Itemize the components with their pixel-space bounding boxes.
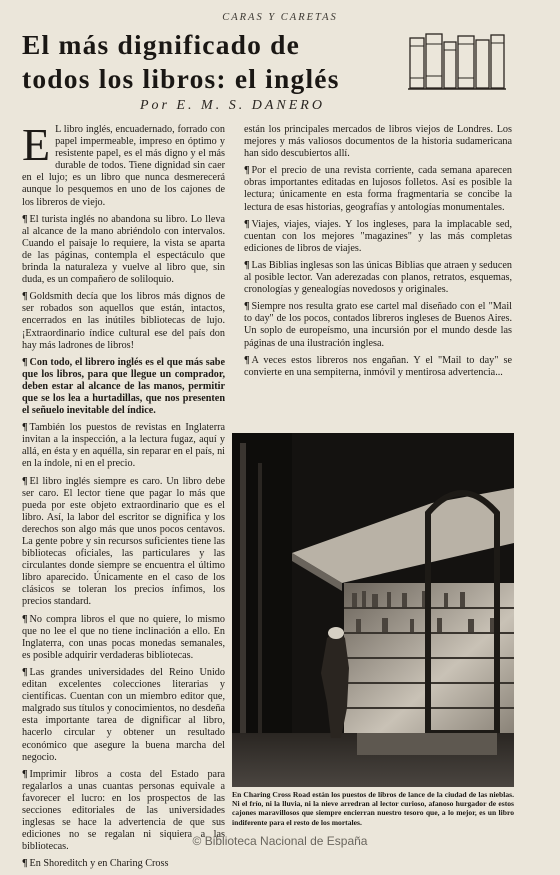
- pilcrow-icon: ¶: [244, 259, 250, 271]
- pilcrow-icon: ¶: [22, 475, 28, 487]
- pilcrow-icon: ¶: [244, 354, 250, 366]
- pilcrow-icon: ¶: [22, 858, 28, 870]
- paragraph: E L libro inglés, encuadernado, forrado con papel impermeable, impreso en óptimo y resistente papel, es el más digno y el más durable de todos. Tiene dignidad sin caer en el lujo; es un libro que nunca desmerecerá aunque lo pesquemos en uno de los cajones de los libreros de viejo.: [22, 119, 225, 208]
- pilcrow-icon: ¶: [22, 768, 28, 780]
- article-title: [22, 28, 407, 96]
- paragraph: ¶ Con todo, el librero inglés es el que más sabe que los libros, para que llegue un comprador, deben estar al alcance de las manos, permitir que se los lea a hurtadillas, que nos presenten el señuelo inevitable del índice.: [22, 356, 225, 417]
- pilcrow-icon: ¶: [22, 356, 28, 368]
- books-illustration: [408, 32, 506, 90]
- paragraph: ¶ A veces estos libreros nos engañan. Y el "Mail to day" se convierte en una sempiterna, inmóvil y mentirosa advertencia...: [244, 354, 512, 378]
- paragraph: ¶ Las Biblias inglesas son las únicas Biblias que atraen y seducen al posible lector. Van aderezadas con planos, retratos, esquemas, cronologías y genealogías novedosos y originales.: [244, 259, 512, 296]
- pilcrow-icon: ¶: [22, 291, 28, 303]
- pilcrow-icon: ¶: [244, 301, 250, 313]
- paragraph: ¶ Las grandes universidades del Reino Unido editan excelentes colecciones literarias y científicas. Cuentan con un miembro editor que, malgrado sus títulos y conocimientos, no desdeña esta importante tarea de dignificar al libro, hacerlo circular y obtener un resultado económico que asegure la buena marcha del negocio.: [22, 666, 225, 763]
- pilcrow-icon: ¶: [244, 165, 250, 177]
- paragraph: ¶ Siempre nos resulta grato ese cartel mal diseñado con el "Mail to day" de los pocos, contados libreros ingleses de Buenos Aires. Un soplo de europeísmo, una incursión por el mundo desde las páginas de una ilustración inglesa.: [244, 301, 512, 349]
- photo-caption: En Charing Cross Road están los puestos de libros de lance de la ciudad de las nieblas. Ni el frío, ni la lluvia, ni la nieve arredran al lector curioso, afanoso hurgador de estos cajones maravillosos que siempre encierran nuestro tesoro que, a lo mejor, es un libro indiferente para el resto de los mortales.: [232, 790, 514, 827]
- pilcrow-icon: ¶: [244, 218, 250, 230]
- article-title-line-2: todos los libros: el inglés: [22, 63, 340, 94]
- byline: Por E. M. S. DANERO: [140, 98, 325, 113]
- pilcrow-icon: ¶: [22, 422, 28, 434]
- paragraph: ¶ Viajes, viajes, viajes. Y los ingleses, para la implacable sed, cuentan con los mejores "magazines" y las más completas ediciones de libros de viajes.: [244, 218, 512, 254]
- drop-cap: E: [22, 119, 51, 170]
- paragraph: ¶ El turista inglés no abandona su libro. Lo lleva al alcance de la mano abriéndolo con intervalos. Cuando el paisaje lo requiere, la vista se aparta de las páginas, contempla el espectáculo que brinda la naturaleza y vuelve al libro que, sin duda, es un compañero de soliloquio.: [22, 213, 225, 286]
- paragraph: ¶ Goldsmith decía que los libros más dignos de ser robados son aquellos que están, intactos, encerrados en las inútiles bibliotecas de lujo. ¡Extraordinario índice cultural ese del país don hay más ladrones de libros!: [22, 291, 225, 351]
- library-watermark: © Biblioteca Nacional de España: [192, 834, 368, 848]
- text-column-left: [22, 119, 225, 875]
- paragraph: ¶ El libro inglés siempre es caro. Un libro debe ser caro. El lector tiene que pagar lo más que pueda por este objeto extraordinario que es el libro. Así, la labor del escritor se dignifica y los derechos son algo más que unos pocos centavos. La gente pobre y sin recursos suficientes tiene las bibliotecas oficiales, las particulares y las circulantes donde siempre se encuentra el último libro aparecido. Únicamente en el caso de los clásicos se toleran los precios ínfimos, los precios standard.: [22, 475, 225, 608]
- pilcrow-icon: ¶: [22, 666, 28, 678]
- paragraph: ¶ En Shoreditch y en Charing Cross: [22, 858, 169, 870]
- paragraph: ¶ No compra libros el que no quiere, lo mismo que no lee el que no tiene inclinación a ello. En Inglaterra, con unas pocas monedas semanales, es posible adquirir verdaderas bibliotecas.: [22, 613, 225, 661]
- pilcrow-icon: ¶: [22, 213, 28, 225]
- bookshop-photo: [232, 433, 514, 787]
- paragraph: ¶ También los puestos de revistas en Inglaterra invitan a la inspección, a la lectura fugaz, aquí y allá, en ésta y en aquélla, sin reparar en el país, ni en la índole, ni en el precio.: [22, 422, 225, 470]
- pilcrow-icon: ¶: [22, 613, 28, 625]
- text-column-right: [244, 124, 512, 384]
- paragraph: ¶ Por el precio de una revista corriente, cada semana aparecen obras importantes editadas en lujosos folletos. Así es posible la lectura; únicamente en esta forma fragmentaria se concibe la lectura de esas historias, geografías y antologías monumentales.: [244, 165, 512, 213]
- bookshop-photo-drawing: [232, 433, 514, 787]
- paragraph: ¶ Imprimir libros a costa del Estado para regalarlos a unas cuantas personas equivale a favorecer el lucro: en los prospectos de las secciones editoriales de las universidades inglesas se hace la advertencia de que sus ediciones no se regalan ni siquiera a las bibliotecas.: [22, 768, 225, 853]
- running-head: CARAS Y CARETAS: [222, 12, 338, 23]
- paragraph: están los principales mercados de libros viejos de Londres. Los mejores y más valiosos documentos de la historia sudamericana han sido descubiertos allí.: [244, 124, 512, 160]
- article-title-line-1: El más dignificado de: [22, 29, 301, 60]
